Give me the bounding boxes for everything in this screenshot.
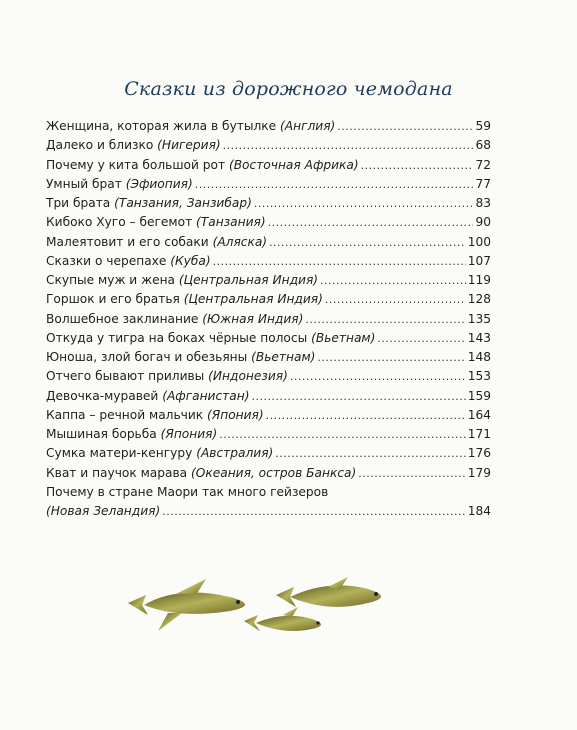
entry-title: Кват и паучок марава <box>46 465 188 480</box>
toc-entry <box>46 156 491 175</box>
dot-leader <box>223 136 474 155</box>
entry-title: Сумка матери-кенгуру <box>46 446 193 461</box>
entry-region: (Австралия) <box>196 446 274 461</box>
toc-entry <box>46 310 491 329</box>
entry-region: (Куба) <box>170 253 211 268</box>
entry-region: (Океания, остров Банкса) <box>191 465 357 480</box>
fish-illustration <box>118 575 418 645</box>
fish-icon <box>244 607 321 631</box>
page-number: 72 <box>475 157 491 172</box>
entry-region: (Япония) <box>160 427 218 441</box>
entry-title: Женщина, которая жила в бутылке <box>46 119 277 133</box>
dot-leader <box>377 329 465 348</box>
toc-entry <box>46 387 491 406</box>
entry-region: (Танзания, Занзибар) <box>114 196 252 210</box>
page-number: 77 <box>475 176 491 191</box>
entry-title: Откуда у тигра на боках чёрные полосы <box>46 330 308 345</box>
dot-leader <box>320 271 466 290</box>
page-number: 179 <box>467 465 491 480</box>
dot-leader <box>358 464 465 483</box>
entry-title: Сказки о черепахе <box>46 253 167 268</box>
dot-leader <box>290 367 466 386</box>
entry-region: (Вьетнам) <box>251 350 316 364</box>
toc-entry <box>46 290 491 309</box>
page-number: 176 <box>467 446 491 461</box>
dot-leader <box>361 156 474 175</box>
toc-entry-multiline <box>46 483 491 522</box>
toc-entry <box>46 367 491 386</box>
page-number: 171 <box>467 427 491 441</box>
entry-region: (Япония) <box>207 407 264 422</box>
page-number: 159 <box>467 388 491 403</box>
dot-leader <box>162 502 466 521</box>
dot-leader <box>195 175 474 194</box>
fish-icon <box>276 577 381 607</box>
toc-entry <box>46 117 491 136</box>
page-number: 135 <box>467 311 491 326</box>
page-number: 90 <box>475 215 491 230</box>
entry-region: (Вьетнам) <box>311 330 376 345</box>
entry-title: Кибоко Хуго – бегемот <box>46 215 193 230</box>
entry-region: (Нигерия) <box>157 138 221 153</box>
entry-region: (Афганистан) <box>162 388 250 403</box>
dot-leader <box>275 444 465 463</box>
page-number: 83 <box>475 196 491 210</box>
page-number: 153 <box>467 369 491 384</box>
page-number: 184 <box>467 504 491 518</box>
fish-icon <box>128 579 245 631</box>
dot-leader <box>213 252 466 271</box>
toc-entry <box>46 329 491 348</box>
toc-entry <box>46 425 491 444</box>
page-number: 148 <box>467 350 491 364</box>
entry-title: Мышиная борьба <box>46 427 157 441</box>
entry-title: Почему у кита большой рот <box>46 157 226 172</box>
toc-entry <box>46 348 491 367</box>
page-number: 143 <box>467 330 491 345</box>
entry-region: (Эфиопия) <box>125 176 193 191</box>
entry-title: Малеятовит и его собаки <box>46 234 209 249</box>
dot-leader <box>325 290 466 309</box>
toc-entry <box>46 406 491 425</box>
toc-entry <box>46 464 491 483</box>
dot-leader <box>337 117 473 136</box>
page-number: 119 <box>467 273 491 287</box>
entry-title: Юноша, злой богач и обезьяны <box>46 350 248 364</box>
entry-title: Каппа – речной мальчик <box>46 407 204 422</box>
dot-leader <box>268 213 474 232</box>
entry-title: Волшебное заклинание <box>46 311 199 326</box>
entry-region: (Аляска) <box>212 234 268 249</box>
toc-entry <box>46 136 491 155</box>
toc-entry <box>46 233 491 252</box>
entry-title: Три брата <box>46 196 111 210</box>
entry-region: (Центральная Индия) <box>183 292 323 307</box>
entry-title: Умный брат <box>46 176 122 191</box>
dot-leader <box>251 387 465 406</box>
entry-region: (Центральная Индия) <box>178 273 319 287</box>
table-of-contents <box>46 117 491 521</box>
dot-leader <box>266 406 466 425</box>
entry-region: (Англия) <box>280 119 336 133</box>
toc-entry <box>46 444 491 463</box>
entry-title: Далеко и близко <box>46 138 154 153</box>
toc-entry <box>46 213 491 232</box>
entry-title: Скупые муж и жена <box>46 273 176 287</box>
entry-region: (Новая Зеландия) <box>46 504 161 518</box>
dot-leader <box>317 348 465 367</box>
dot-leader <box>254 194 474 213</box>
page-number: 68 <box>475 138 491 153</box>
page-number: 100 <box>467 234 491 249</box>
page-number: 107 <box>467 253 491 268</box>
toc-entry <box>46 271 491 290</box>
entry-title: Горшок и его братья <box>46 292 180 307</box>
page-number: 128 <box>467 292 491 307</box>
entry-title: Отчего бывают приливы <box>46 369 205 384</box>
entry-region: (Танзания) <box>196 215 266 230</box>
dot-leader <box>269 233 466 252</box>
toc-entry <box>46 252 491 271</box>
dot-leader <box>305 310 465 329</box>
entry-region: (Индонезия) <box>208 369 288 384</box>
entry-title: Почему в стране Маори так много гейзеров <box>46 484 329 499</box>
toc-entry <box>46 194 491 213</box>
page-number: 59 <box>475 119 491 133</box>
page-title: Сказки из дорожного чемодана <box>124 78 453 100</box>
entry-region: (Восточная Африка) <box>228 157 359 172</box>
entry-region: (Южная Индия) <box>202 311 304 326</box>
page-number: 164 <box>467 407 491 422</box>
dot-leader <box>219 425 466 444</box>
entry-title: Девочка-муравей <box>46 388 159 403</box>
toc-entry <box>46 175 491 194</box>
